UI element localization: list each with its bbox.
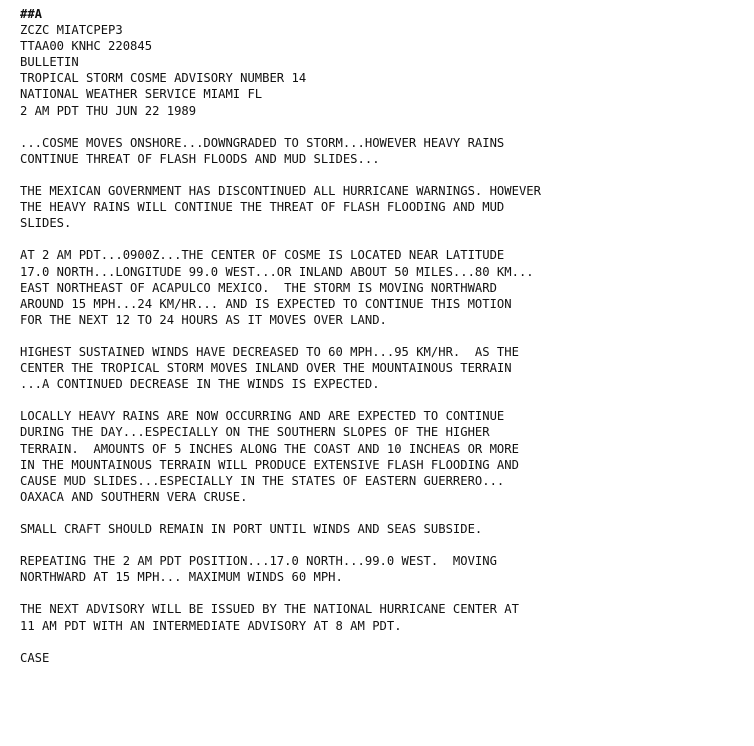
spacer — [20, 231, 750, 247]
spacer — [20, 328, 750, 344]
paragraph-rains — [20, 408, 750, 505]
paragraph-warnings — [20, 183, 750, 231]
text-line: LOCALLY HEAVY RAINS ARE NOW OCCURRING AND ARE EXPECTED TO CONTINUE — [20, 409, 505, 424]
text-line: NORTHWARD AT 15 MPH... MAXIMUM WINDS 60 MPH. — [20, 570, 343, 585]
text-line: IN THE MOUNTAINOUS TERRAIN WILL PRODUCE EXTENSIVE FLASH FLOODING AND — [20, 457, 519, 472]
text-line: AT 2 AM PDT...0900Z...THE CENTER OF COSME IS LOCATED NEAR LATITUDE — [20, 248, 505, 263]
text-line: DURING THE DAY...ESPECIALLY ON THE SOUTHERN SLOPES OF THE HIGHER — [20, 425, 490, 440]
forecaster-signature — [20, 650, 750, 666]
paragraph-headline — [20, 135, 750, 167]
forecaster-name: CASE — [20, 650, 50, 665]
paragraph-small-craft — [20, 521, 750, 537]
text-line: 17.0 NORTH...LONGITUDE 99.0 WEST...OR INLAND ABOUT 50 MILES...80 KM... — [20, 264, 534, 279]
text-line: SMALL CRAFT SHOULD REMAIN IN PORT UNTIL WINDS AND SEAS SUBSIDE. — [20, 522, 483, 536]
spacer — [20, 634, 750, 650]
text-line: HIGHEST SUSTAINED WINDS HAVE DECREASED TO 60 MPH...95 KM/HR. AS THE — [20, 344, 519, 359]
paragraph-position — [20, 247, 750, 327]
advisory-document — [20, 6, 750, 666]
header-line-bulletin: BULLETIN — [20, 55, 79, 70]
text-line: THE HEAVY RAINS WILL CONTINUE THE THREAT OF FLASH FLOODING AND MUD — [20, 200, 505, 215]
bulletin-header — [20, 6, 750, 119]
text-line: CENTER THE TROPICAL STORM MOVES INLAND OVER THE MOUNTAINOUS TERRAIN — [20, 361, 512, 376]
text-line: THE MEXICAN GOVERNMENT HAS DISCONTINUED ALL HURRICANE WARNINGS. HOWEVER — [20, 184, 541, 199]
issue-time: 2 AM PDT THU JUN 22 1989 — [20, 103, 197, 118]
spacer — [20, 537, 750, 553]
paragraph-next-advisory — [20, 601, 750, 633]
text-line: ...A CONTINUED DECREASE IN THE WINDS IS EXPECTED. — [20, 377, 380, 392]
text-line: AROUND 15 MPH...24 KM/HR... AND IS EXPECTED TO CONTINUE THIS MOTION — [20, 296, 512, 311]
advisory-title: TROPICAL STORM COSME ADVISORY NUMBER 14 — [20, 71, 307, 86]
paragraph-winds — [20, 344, 750, 392]
spacer — [20, 167, 750, 183]
header-line-id: ZCZC MIATCPEP3 — [20, 23, 123, 38]
text-line: THE NEXT ADVISORY WILL BE ISSUED BY THE NATIONAL HURRICANE CENTER AT — [20, 602, 519, 617]
spacer — [20, 505, 750, 521]
text-line: 11 AM PDT WITH AN INTERMEDIATE ADVISORY AT 8 AM PDT. — [20, 618, 402, 633]
text-line: FOR THE NEXT 12 TO 24 HOURS AS IT MOVES OVER LAND. — [20, 312, 387, 327]
text-line: OAXACA AND SOUTHERN VERA CRUSE. — [20, 489, 248, 504]
text-line: TERRAIN. AMOUNTS OF 5 INCHES ALONG THE COAST AND 10 INCHEAS OR MORE — [20, 441, 519, 456]
text-line: SLIDES. — [20, 216, 72, 231]
text-line: REPEATING THE 2 AM PDT POSITION...17.0 NORTH...99.0 WEST. MOVING — [20, 554, 497, 569]
spacer — [20, 392, 750, 408]
issuing-office: NATIONAL WEATHER SERVICE MIAMI FL — [20, 87, 263, 102]
text-line: EAST NORTHEAST OF ACAPULCO MEXICO. THE STORM IS MOVING NORTHWARD — [20, 280, 497, 295]
spacer — [20, 585, 750, 601]
spacer — [20, 119, 750, 135]
text-line: CAUSE MUD SLIDES...ESPECIALLY IN THE STATES OF EASTERN GUERRERO... — [20, 473, 505, 488]
text-line: ...COSME MOVES ONSHORE...DOWNGRADED TO STORM...HOWEVER HEAVY RAINS — [20, 135, 505, 150]
text-line: CONTINUE THREAT OF FLASH FLOODS AND MUD SLIDES... — [20, 151, 380, 166]
header-line-marker: ##A — [20, 7, 43, 21]
header-line-ttaa: TTAA00 KNHC 220845 — [20, 39, 153, 54]
paragraph-repeating — [20, 553, 750, 585]
